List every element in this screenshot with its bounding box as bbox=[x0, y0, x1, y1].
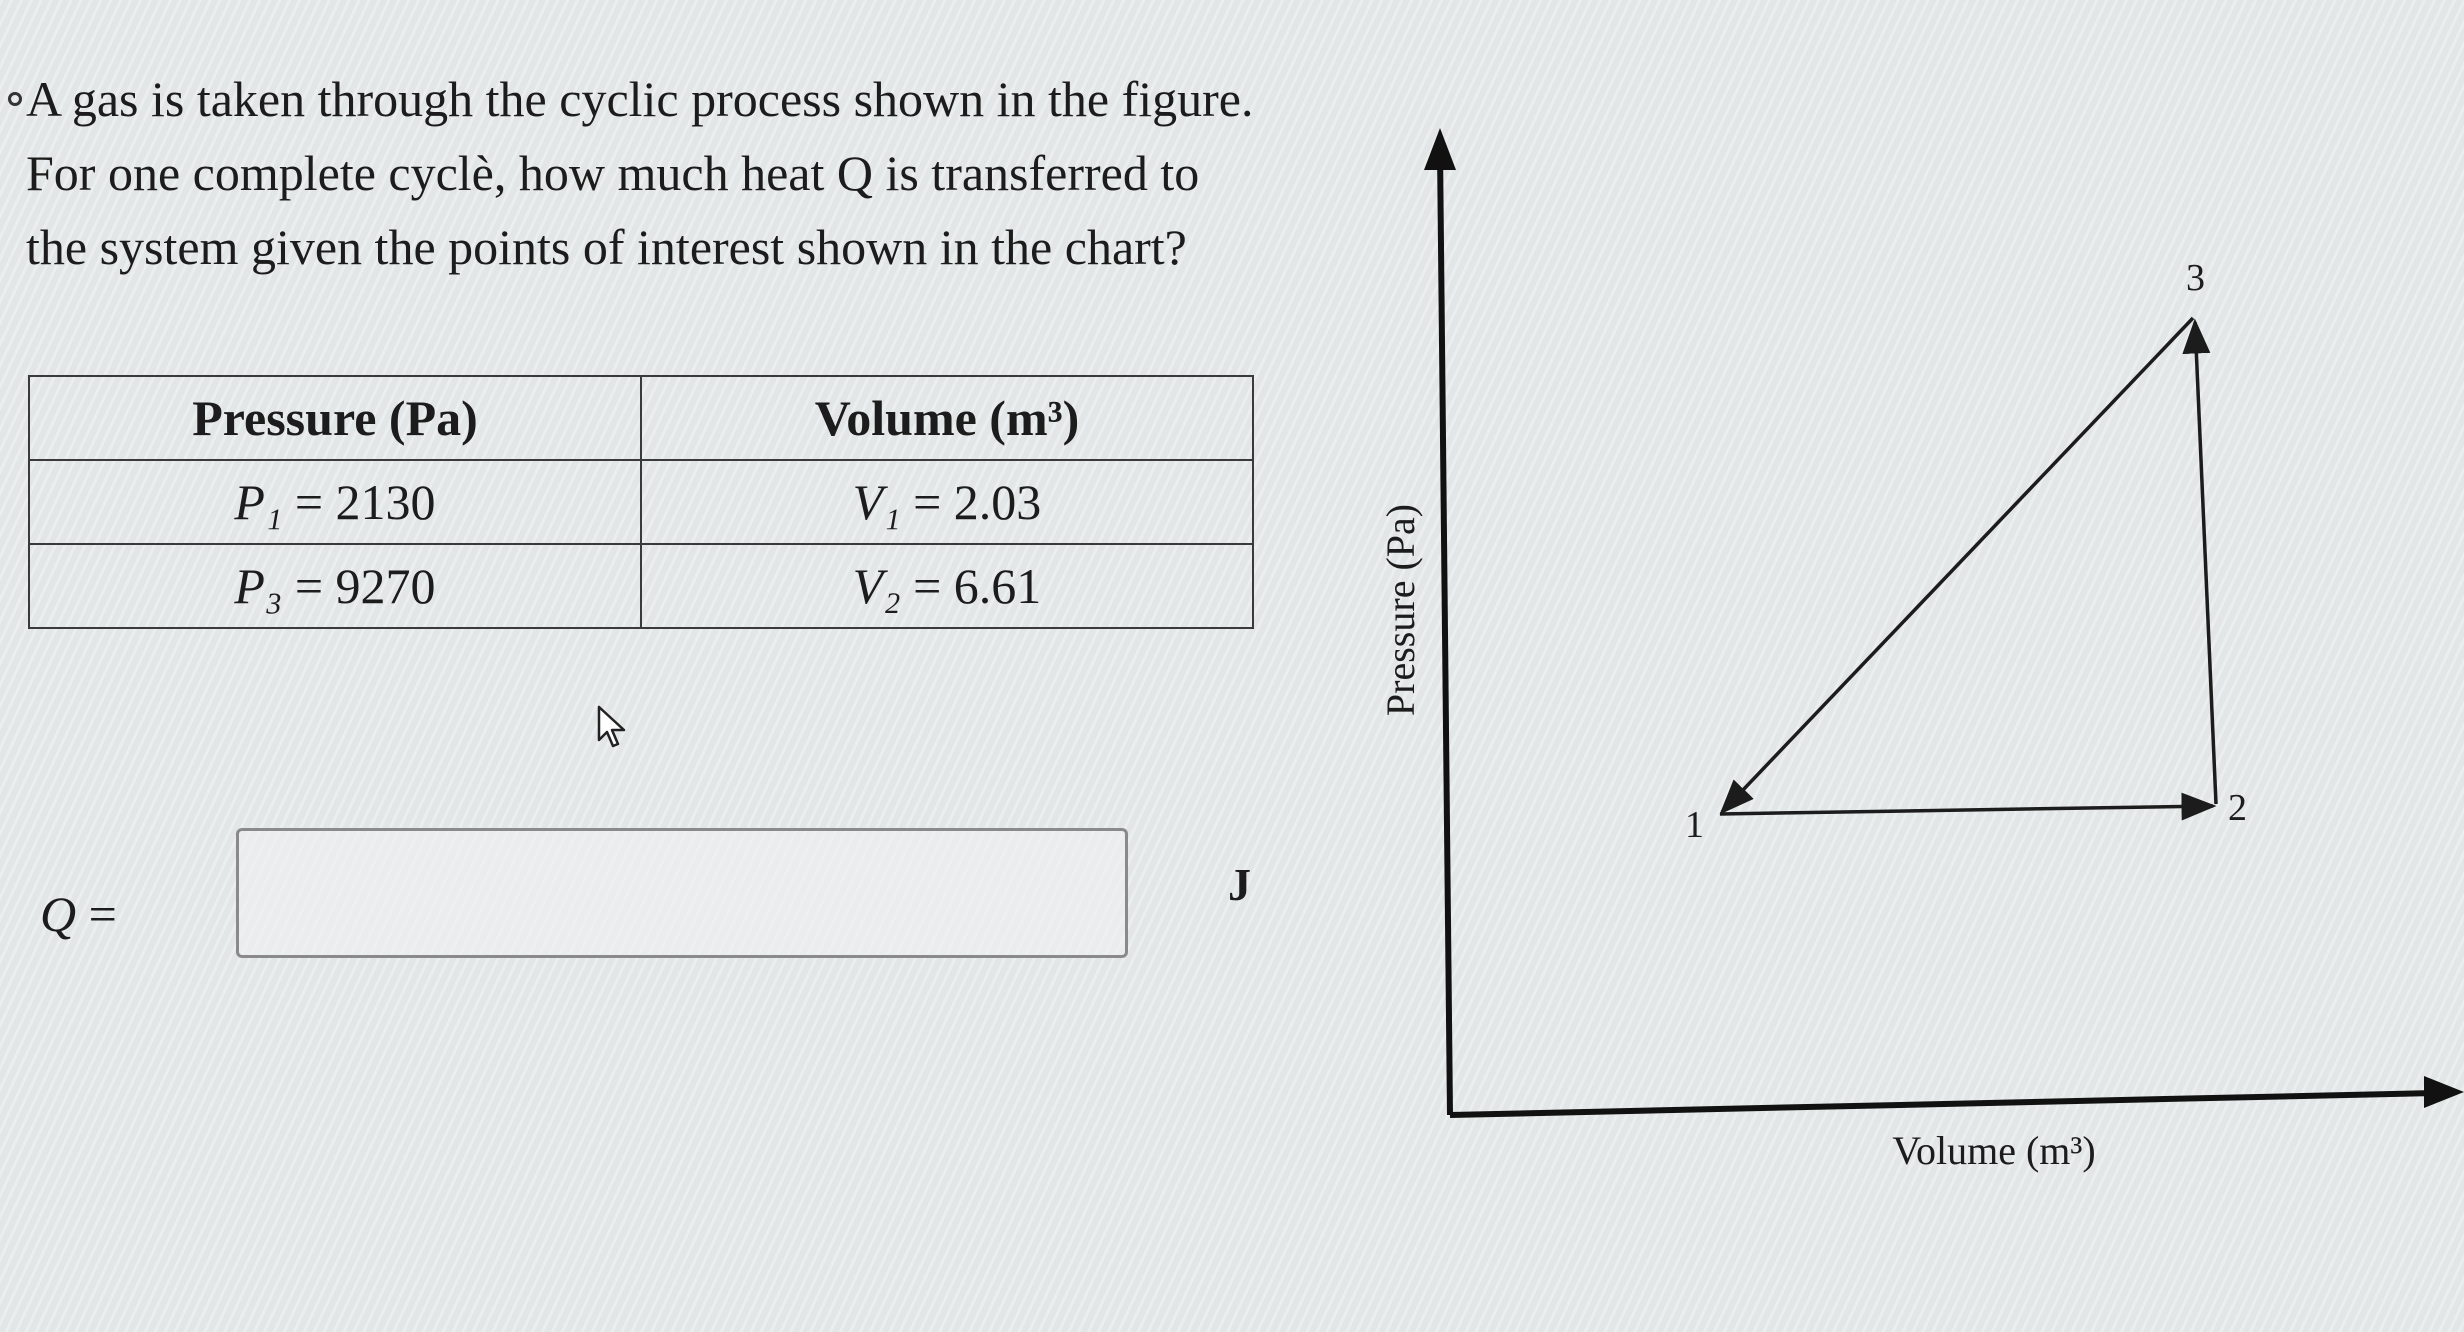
pv-diagram bbox=[1360, 110, 2464, 1190]
question-bullet-icon bbox=[8, 92, 22, 106]
volume-cell bbox=[641, 544, 1253, 628]
volume-symbol: V₁ bbox=[852, 474, 901, 530]
table-header-row bbox=[29, 376, 1253, 460]
pressure-value: = 2130 bbox=[294, 474, 436, 530]
question-line-2: For one complete cyclè, how much heat Q is transferred to bbox=[26, 145, 1200, 201]
header-volume: Volume (m³) bbox=[641, 376, 1253, 460]
y-axis-line bbox=[1440, 150, 1450, 1115]
table-row bbox=[29, 460, 1253, 544]
pressure-symbol: P₃ bbox=[234, 558, 283, 614]
mouse-pointer-icon bbox=[596, 704, 632, 752]
question-line-1: A gas is taken through the cyclic process shown in the figure. bbox=[26, 71, 1254, 127]
y-axis-arrow-icon bbox=[1424, 128, 1456, 170]
question-line-3: the system given the points of interest shown in the chart? bbox=[26, 219, 1187, 275]
answer-label bbox=[40, 885, 117, 943]
unit-label: J bbox=[1228, 859, 1251, 910]
process-1-to-2-line bbox=[1720, 806, 2213, 814]
x-axis-label: Volume (m³) bbox=[1892, 1128, 2096, 1173]
table-row bbox=[29, 544, 1253, 628]
volume-value: = 2.03 bbox=[913, 474, 1042, 530]
volume-cell bbox=[641, 460, 1253, 544]
point-3-label: 3 bbox=[2186, 257, 2205, 299]
x-axis-line bbox=[1450, 1093, 2436, 1115]
pressure-value: = 9270 bbox=[294, 558, 436, 614]
x-axis-arrow-icon bbox=[2424, 1076, 2464, 1108]
point-1-label: 1 bbox=[1685, 804, 1704, 846]
process-2-to-3-line bbox=[2195, 322, 2216, 804]
process-3-to-1-line bbox=[1722, 318, 2193, 812]
answer-symbol: Q bbox=[40, 886, 77, 942]
volume-symbol: V₂ bbox=[852, 558, 901, 614]
header-pressure: Pressure (Pa) bbox=[29, 376, 641, 460]
answer-equals: = bbox=[88, 886, 117, 942]
volume-value: = 6.61 bbox=[913, 558, 1042, 614]
question-text bbox=[26, 62, 1266, 284]
point-2-label: 2 bbox=[2228, 787, 2247, 829]
answer-input[interactable] bbox=[236, 828, 1128, 958]
pressure-cell bbox=[29, 460, 641, 544]
data-table bbox=[28, 375, 1254, 629]
pressure-symbol: P₁ bbox=[234, 474, 283, 530]
y-axis-label: Pressure (Pa) bbox=[1378, 503, 1423, 717]
pressure-cell bbox=[29, 544, 641, 628]
